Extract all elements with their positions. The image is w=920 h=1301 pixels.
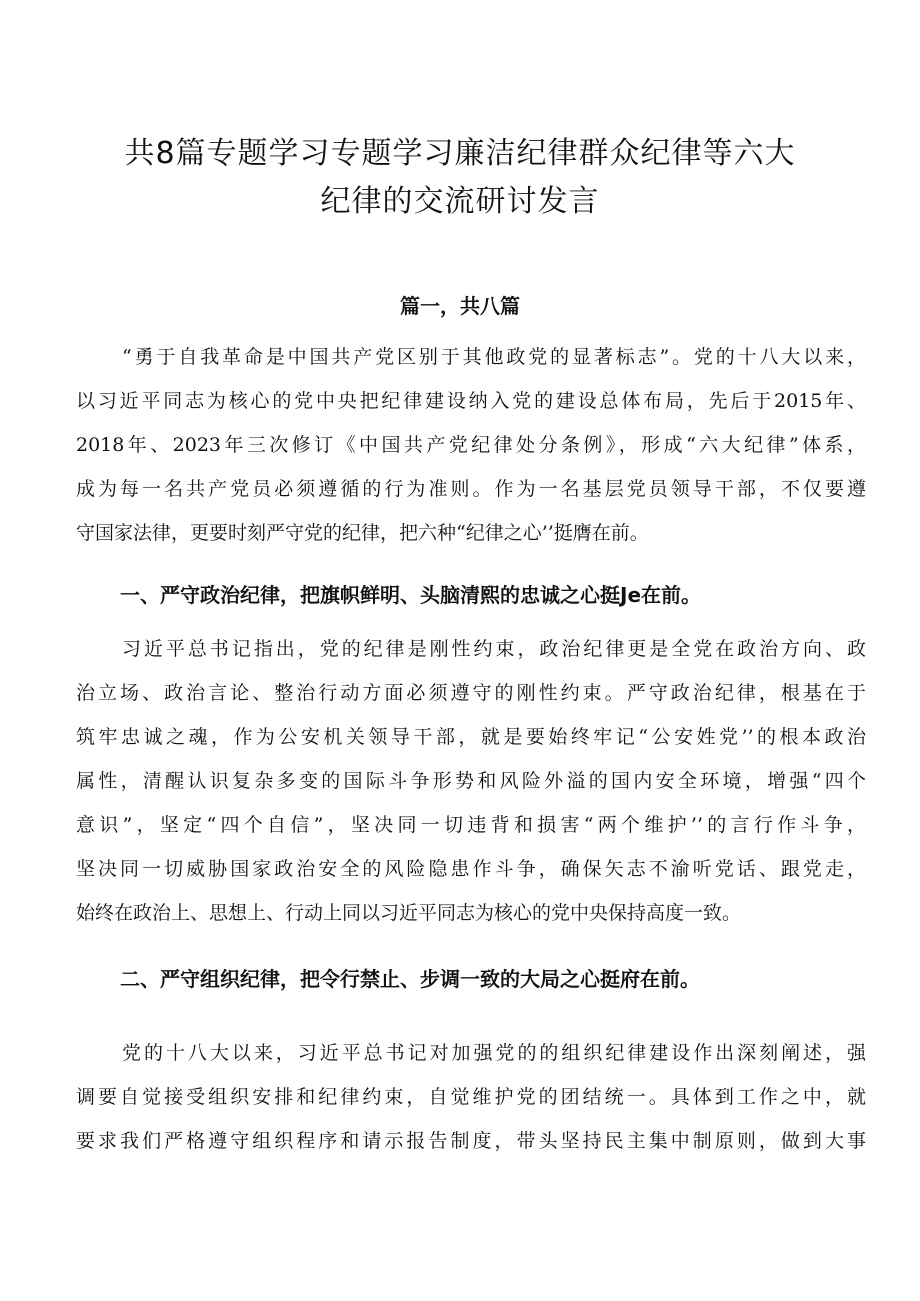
intro-line-4: 成为每一名共产党员必须遵循的行为准则。作为一名基层党员领导干部，不仅要遵 (76, 478, 866, 500)
document-title-line-2: 纪律的交流研讨发言 (320, 184, 600, 219)
intro-line-1: “勇于自我革命是中国共产党区别于其他政党的显著标志”。党的十八大以来， (122, 346, 866, 368)
article-subtitle: 篇一，共八篇 (400, 294, 520, 318)
section-2-line-2: 调要自觉接受组织安排和纪律约束，自觉维护党的团结统一。具体到工作之中，就 (76, 1086, 866, 1108)
document-title-line-1: 共8篇专题学习专题学习廉洁纪律群众纪律等六大 (124, 136, 796, 171)
section-1-line-1: 习近平总书记指出，党的纪律是刚性约束，政治纪律更是全党在政治方向、政 (122, 638, 866, 660)
section-2-heading: 二、严守组织纪律，把令行禁止、步调一致的大局之心挺府在前。 (120, 967, 700, 991)
section-1-line-5: 意识”，坚定“四个自信”，坚决同一切违背和损害“两个维护’’的言行作斗争， (76, 814, 866, 836)
section-1-line-2: 治立场、政治言论、整治行动方面必须遵守的刚性约束。严守政治纪律，根基在于 (76, 682, 866, 704)
section-1-line-4: 属性，清醒认识复杂多变的国际斗争形势和风险外溢的国内安全环境，增强“四个 (76, 770, 866, 792)
section-1-line-6: 坚决同一切威胁国家政治安全的风险隐患作斗争，确保矢志不渝听党话、跟党走， (76, 858, 866, 880)
section-2-line-1: 党的十八大以来，习近平总书记对加强党的的组织纪律建设作出深刻阐述，强 (122, 1042, 866, 1064)
section-1-heading: 一、严守政治纪律，把旗帜鲜明、头脑清熙的忠诚之心挺Je在前。 (120, 583, 702, 607)
section-2-line-3: 要求我们严格遵守组织程序和请示报告制度，带头坚持民主集中制原则，做到大事 (76, 1130, 866, 1152)
section-1-line-7: 始终在政治上、思想上、行动上同以习近平同志为核心的党中央保持高度一致。 (76, 902, 742, 924)
intro-line-3: 2018年、2023年三次修订《中国共产党纪律处分条例》，形成“六大纪律”体系， (76, 434, 866, 456)
intro-line-5: 守国家法律，更要时刻严守党的纪律，把六种“纪律之心’’挺膺在前。 (76, 522, 649, 544)
intro-line-2: 以习近平同志为核心的党中央把纪律建设纳入党的建设总体布局，先后于2015年、 (76, 390, 866, 412)
section-1-line-3: 筑牢忠诚之魂，作为公安机关领导干部，就是要始终牢记“公安姓党’’的根本政治 (76, 726, 866, 748)
